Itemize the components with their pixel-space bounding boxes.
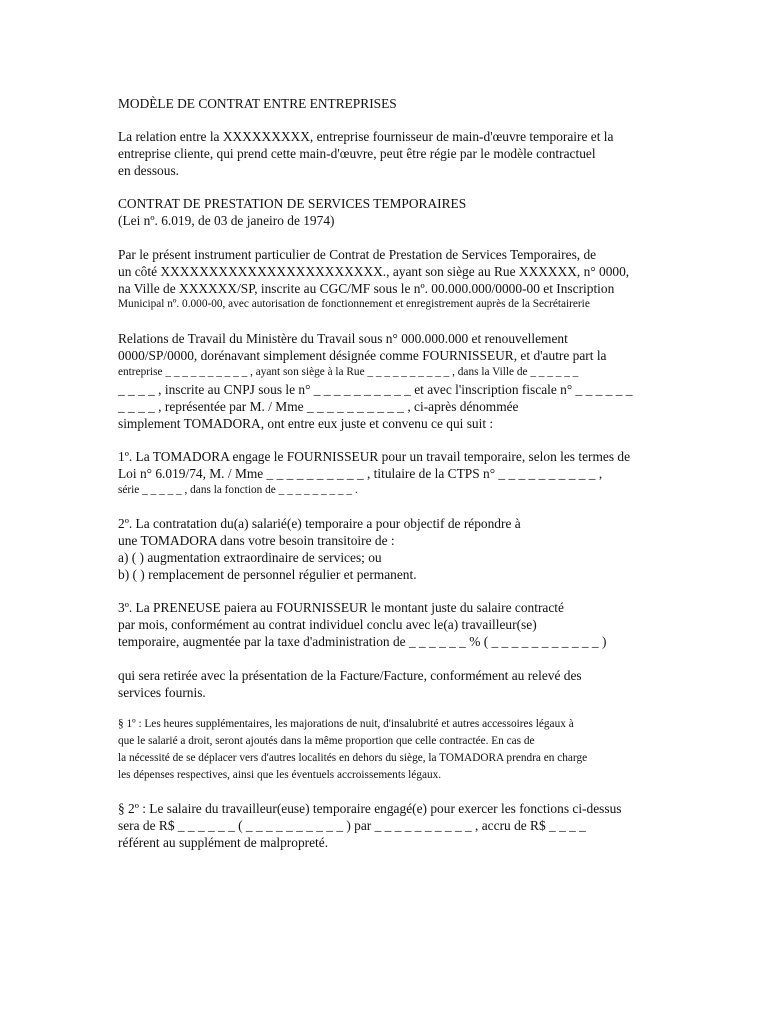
intro-line: La relation entre la XXXXXXXXX, entreprise fournisseur de main-d'œuvre temporaire et la [118, 129, 614, 144]
contract-title: CONTRAT DE PRESTATION DE SERVICES TEMPORAIRES [118, 196, 467, 211]
paragraph-1-line: § 1º : Les heures supplémentaires, les majorations de nuit, d'insalubrité et autres accessoires légaux à [118, 718, 574, 730]
paragraph-1-line: les dépenses respectives, ainsi que les éventuels accroissements légaux. [118, 769, 442, 781]
clause-1-line: Loi n° 6.019/74, M. / Mme _ _ _ _ _ _ _ _ _ _ , titulaire de la CTPS n° _ _ _ _ _ _ _ _ _ _ , [118, 466, 603, 481]
clause-2-option-b: b) ( ) remplacement de personnel régulier et permanent. [118, 567, 417, 582]
relations-line: 0000/SP/0000, dorénavant simplement désignée comme FOURNISSEUR, et d'autre part la [118, 348, 607, 363]
relations-line: entreprise _ _ _ _ _ _ _ _ _ _ , ayant son siège à la Rue _ _ _ _ _ _ _ _ _ _ , dans la Ville de _ _ _ _ _ _ [118, 366, 579, 378]
clause-2-line: 2º. La contratation du(a) salarié(e) temporaire a pour objectif de répondre à [118, 516, 521, 531]
preamble-line: un côté XXXXXXXXXXXXXXXXXXXXXXX., ayant son siège au Rue XXXXXX, n° 0000, [118, 264, 630, 279]
invoice-line: services fournis. [118, 685, 206, 700]
clause-3-line: 3º. La PRENEUSE paiera au FOURNISSEUR le montant juste du salaire contracté [118, 600, 564, 615]
clause-3-line: par mois, conformément au contrat individuel conclu avec le(a) travailleur(se) [118, 617, 537, 632]
clause-1-line: série _ _ _ _ _ , dans la fonction de _ _ _ _ _ _ _ _ _ . [118, 484, 358, 496]
clause-2-line: une TOMADORA dans votre besoin transitoire de : [118, 533, 395, 548]
relations-line: _ _ _ _ , représentée par M. / Mme _ _ _ _ _ _ _ _ _ _ , ci-après dénommée [118, 399, 519, 414]
relations-line: Relations de Travail du Ministère du Travail sous n° 000.000.000 et renouvellement [118, 331, 568, 346]
paragraph-2-line: sera de R$ _ _ _ _ _ _ ( _ _ _ _ _ _ _ _ _ _ ) par _ _ _ _ _ _ _ _ _ _ , accru de R$ _ _ _ _ [118, 818, 586, 833]
paragraph-1-line: que le salarié a droit, seront ajoutés dans la même proportion que celle contractée. En cas de [118, 735, 535, 747]
clause-1-line: 1º. La TOMADORA engage le FOURNISSEUR pour un travail temporaire, selon les termes de [118, 449, 631, 464]
clause-2-option-a: a) ( ) augmentation extraordinaire de services; ou [118, 550, 382, 565]
paragraph-1-line: la nécessité de se déplacer vers d'autres localités en dehors du siège, la TOMADORA prendra en charge [118, 752, 588, 764]
preamble-line: na Ville de XXXXXX/SP, inscrite au CGC/MF sous le nº. 00.000.000/0000-00 et Inscription [118, 281, 615, 296]
paragraph-2-line: référent au supplément de malpropreté. [118, 835, 329, 850]
preamble-line: Municipal nº. 0.000-00, avec autorisation de fonctionnement et enregistrement auprès de la Secrétairerie [118, 298, 590, 310]
relations-line: _ _ _ _ , inscrite au CNPJ sous le n° _ _ _ _ _ _ _ _ _ _ et avec l'inscription fiscale n° _ _ _ _ _ _ [118, 382, 633, 397]
contract-law-reference: (Lei nº. 6.019, de 03 de janeiro de 1974) [118, 213, 335, 228]
preamble-line: Par le présent instrument particulier de Contrat de Prestation de Services Temporaires, de [118, 247, 597, 262]
relations-line: simplement TOMADORA, ont entre eux juste et convenu ce qui suit : [118, 416, 494, 431]
intro-line: entreprise cliente, qui prend cette main-d'œuvre, peut être régie par le modèle contractuel [118, 146, 596, 161]
document-title: MODÈLE DE CONTRAT ENTRE ENTREPRISES [118, 96, 397, 111]
invoice-line: qui sera retirée avec la présentation de la Facture/Facture, conformément au relevé des [118, 668, 582, 683]
intro-line: en dessous. [118, 163, 179, 178]
paragraph-2-line: § 2º : Le salaire du travailleur(euse) temporaire engagé(e) pour exercer les fonctions ci-dessus [118, 801, 622, 816]
clause-3-line: temporaire, augmentée par la taxe d'administration de _ _ _ _ _ _ % ( _ _ _ _ _ _ _ _ _ _ _ ) [118, 634, 607, 649]
